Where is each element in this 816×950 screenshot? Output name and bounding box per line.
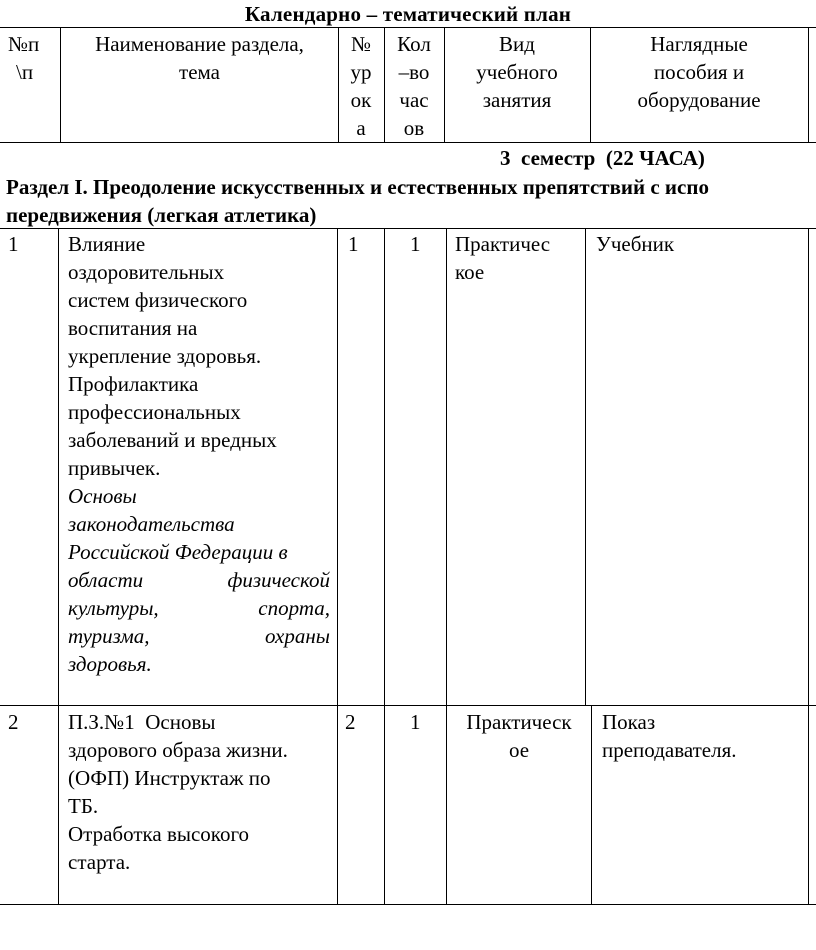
- row2-lesson-number: 2: [345, 710, 356, 734]
- row1-lesson-type: Практичес кое: [455, 232, 551, 284]
- row2-lesson-type: Практическ ое: [466, 710, 572, 762]
- row2-topic: П.З.№1 Основы здорового образа жизни. (ОФП) Инструктаж по ТБ. Отработка высокого старта.: [68, 710, 288, 874]
- row2-bottom-border: [0, 904, 816, 905]
- section-heading: Раздел I. Преодоление искусственных и естественных препятствий с испо передвижения (легкая атлетика): [6, 175, 709, 227]
- header-number: №п \п: [8, 32, 40, 84]
- col-divider: [591, 705, 592, 904]
- row1-number: 1: [8, 232, 19, 256]
- header-hours: Кол –во час ов: [397, 32, 431, 140]
- col-divider: [58, 228, 59, 904]
- col-divider: [808, 27, 809, 142]
- col-divider: [585, 228, 586, 705]
- col-divider: [384, 228, 385, 904]
- header-bottom-border: [0, 142, 816, 143]
- row2-visual-aids: Показ преподавателя.: [602, 710, 737, 762]
- row1-hours: 1: [410, 232, 421, 256]
- row1-lesson-number: 1: [348, 232, 359, 256]
- header-lesson-type: Вид учебного занятия: [476, 32, 558, 112]
- row2-hours: 1: [410, 710, 421, 734]
- table-top-border: [0, 27, 816, 28]
- col-divider: [808, 228, 809, 904]
- header-lesson-number: № ур ок а: [350, 32, 372, 140]
- semester-heading: 3 семестр (22 ЧАСА): [500, 146, 705, 170]
- row2-number: 2: [8, 710, 19, 734]
- row1-topic: Влияние оздоровительных систем физического воспитания на укрепление здоровья. Профилактика профессиональных заболеваний и вредных привычек. Основы законодательства Российской Федерации в области физической культуры, спорта, туризма, охраны здоровья.: [68, 232, 330, 676]
- header-section-name: Наименование раздела, тема: [95, 32, 304, 84]
- header-visual-aids: Наглядные пособия и оборудование: [637, 32, 761, 112]
- row1-visual-aids: Учебник: [596, 232, 675, 256]
- row1-bottom-border: [0, 705, 816, 706]
- col-divider: [337, 228, 338, 904]
- col-divider: [446, 228, 447, 904]
- document-title: Календарно – тематический план: [244, 2, 572, 26]
